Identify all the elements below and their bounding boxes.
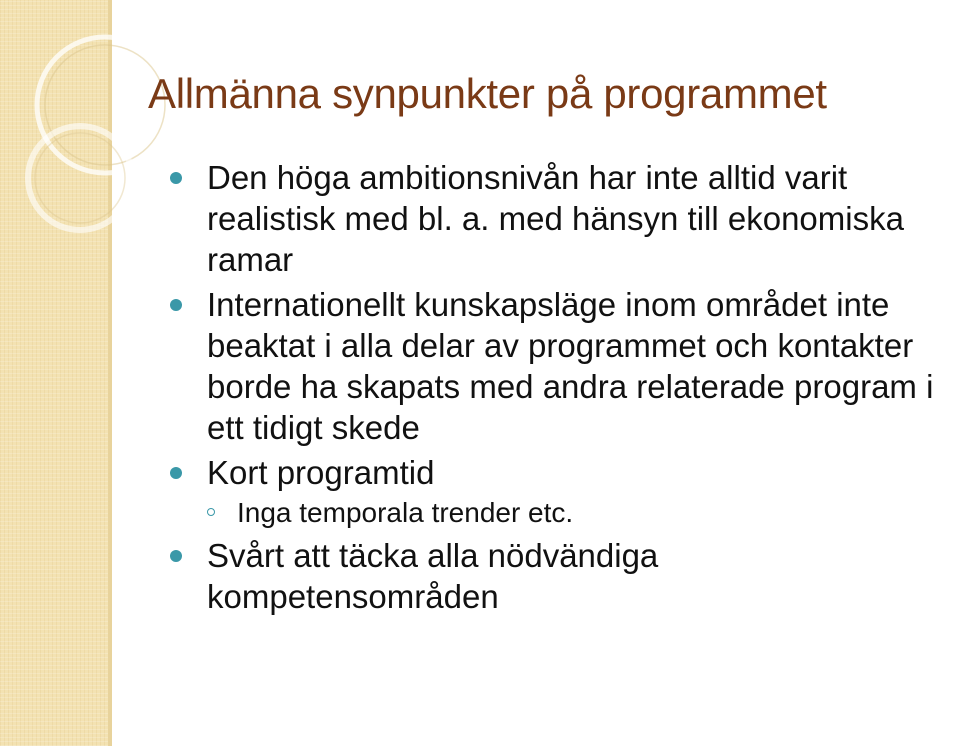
slide-title: Allmänna synpunkter på programmet [148, 70, 827, 117]
bullet-text: Kort programtid [207, 454, 435, 491]
sub-bullet-item [0, 495, 960, 531]
bullet-item [0, 157, 960, 280]
bullet-dot-icon [170, 550, 182, 562]
bullet-item [0, 452, 960, 493]
deco-circle-inner [45, 45, 165, 165]
bullet-text: Den höga ambitionsnivån har inte alltid varit realistisk med bl. a. med hänsyn till ekonomiska ramar [207, 159, 904, 278]
sub-bullet-ring-icon [207, 508, 215, 516]
bullet-dot-icon [170, 299, 182, 311]
bullet-dot-icon [170, 467, 182, 479]
bullet-item [0, 284, 960, 448]
bullet-text: Svårt att täcka alla nödvändiga kompetensområden [207, 537, 659, 615]
bullet-item [0, 535, 960, 617]
bullet-list [0, 157, 960, 617]
sub-bullet-text: Inga temporala trender etc. [237, 497, 574, 528]
bullet-text: Internationellt kunskapsläge inom området inte beaktat i alla delar av programmet och kontakter borde ha skapats med andra relaterade program i ett tidigt skede [207, 286, 934, 446]
bullet-dot-icon [170, 172, 182, 184]
